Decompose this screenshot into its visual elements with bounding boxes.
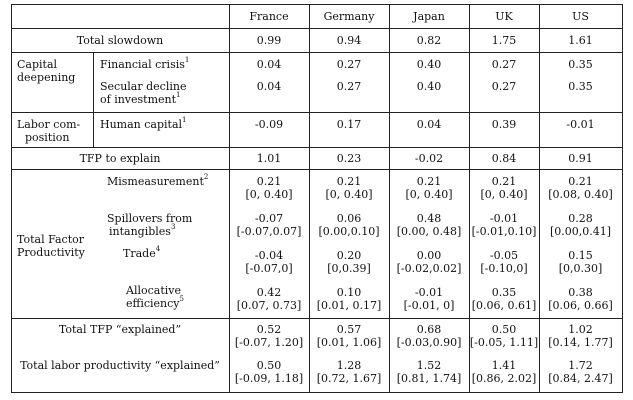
cell: 0.50 [-0.09, 1.18] [234,359,304,385]
rule [11,28,623,29]
cell: 0.17 [336,118,362,131]
col-header-us: US [572,10,589,23]
cell: 0.15 [0,0.30] [558,249,603,275]
group-label-tfp: Productivity [17,246,85,259]
cell: 0.27 [491,80,517,93]
cell: 0.40 [416,80,442,93]
cell: 0.40 [416,58,442,71]
group-label-labor: Labor com- [17,118,81,131]
cell: 0.42 [0.07, 0.73] [236,286,302,312]
cell: 0.04 [256,80,282,93]
rule [11,52,623,53]
cell: 1.61 [568,34,593,47]
cell: 0.21 [0, 0.40] [480,175,528,201]
cell: 0.04 [416,118,442,131]
cell: 0.10 [0.01, 0.17] [316,286,382,312]
row-label-trade: Trade$^4$ [123,245,161,260]
cell: 0.52 [-0.07, 1.20] [234,323,304,349]
cell: 0.35 [0.06, 0.61] [471,286,537,312]
row-label-secular-decline: of investment$^1$ [100,91,181,106]
cell: 1.72 [0.84, 2.47] [548,359,613,385]
cell: -0.05 [-0.10,0] [480,249,528,275]
cell: 1.41 [0.86, 2.02] [471,359,537,385]
row-label-financial-crisis: Financial crisis$^1$ [100,56,190,71]
group-label-capital: Capital [17,58,58,71]
cell: 1.75 [491,34,517,47]
cell: 0.99 [256,34,282,47]
rule [11,4,623,5]
cell: -0.07 [-0.07,0.07] [236,212,302,238]
cell: 0.35 [568,80,593,93]
row-label-total-tfp-explained: Total TFP “explained” [58,323,182,336]
row-label-allocative: efficiency$^5$ [126,295,184,310]
cell: 0.35 [568,58,593,71]
rule [93,52,94,147]
cell: 0.48 [0.00, 0.48] [396,212,462,238]
cell: 1.02 [0.14, 1.77] [548,323,613,349]
cell: 0.57 [0.01, 1.06] [316,323,382,349]
cell: 0.06 [0.00,0.10] [318,212,380,238]
cell: -0.01 [-0.01, 0] [403,286,455,312]
cell: 1.52 [0.81, 1.74] [396,359,462,385]
cell: -0.01 [566,118,595,131]
cell: 0.00 [-0.02,0.02] [396,249,462,275]
cell: 0.94 [336,34,362,47]
cell: 0.38 [0.06, 0.66] [548,286,613,312]
cell: 0.28 [0.00,0.41] [549,212,612,238]
cell: 0.82 [416,34,442,47]
group-label-capital: deepening [17,71,76,84]
decomposition-table [11,4,623,392]
cell: 0.50 [-0.05, 1.11] [469,323,539,349]
cell: 0.21 [0, 0.40] [405,175,453,201]
rule [11,392,623,393]
col-header-uk: UK [495,10,513,23]
cell: 0.27 [336,58,362,71]
row-label-total-labor-explained: Total labor productivity “explained” [20,359,220,372]
rule [11,169,623,170]
cell: 0.91 [568,152,593,165]
cell: -0.02 [414,152,444,165]
row-label-spillovers: Spillovers from [107,212,193,225]
cell: 0.21 [0, 0.40] [245,175,293,201]
cell: 1.01 [256,152,282,165]
row-label-tfp-to-explain: TFP to explain [79,152,161,165]
rule [11,147,623,148]
rule [622,4,623,392]
cell: 0.27 [336,80,362,93]
rule [11,112,623,113]
cell: 0.20 [0,0.39] [327,249,371,275]
group-label-tfp: Total Factor [17,233,85,246]
row-label-spillovers: intangibles$^3$ [109,223,176,238]
cell: 1.28 [0.72, 1.67] [316,359,382,385]
cell: 0.84 [491,152,517,165]
cell: 0.68 [-0.03,0.90] [396,323,462,349]
cell: -0.09 [254,118,284,131]
cell: 0.39 [491,118,517,131]
group-label-labor: position [25,131,70,144]
col-header-japan: Japan [413,10,445,23]
cell: 0.04 [256,58,282,71]
cell: -0.04 [-0.07,0] [245,249,293,275]
row-label-total-slowdown: Total slowdown [76,34,164,47]
row-label-mismeasurement: Mismeasurement$^2$ [107,173,209,188]
row-label-human-capital: Human capital$^1$ [100,116,187,131]
rule [11,318,623,319]
cell: -0.01 [-0.01,0.10] [471,212,537,238]
cell: 0.23 [336,152,362,165]
col-header-germany: Germany [323,10,375,23]
cell: 0.21 [0.08, 0.40] [548,175,613,201]
cell: 0.21 [0, 0.40] [325,175,373,201]
row-label-allocative: Allocative [126,284,181,297]
row-label-secular-decline: Secular decline [100,80,187,93]
cell: 0.27 [491,58,517,71]
col-header-france: France [249,10,289,23]
